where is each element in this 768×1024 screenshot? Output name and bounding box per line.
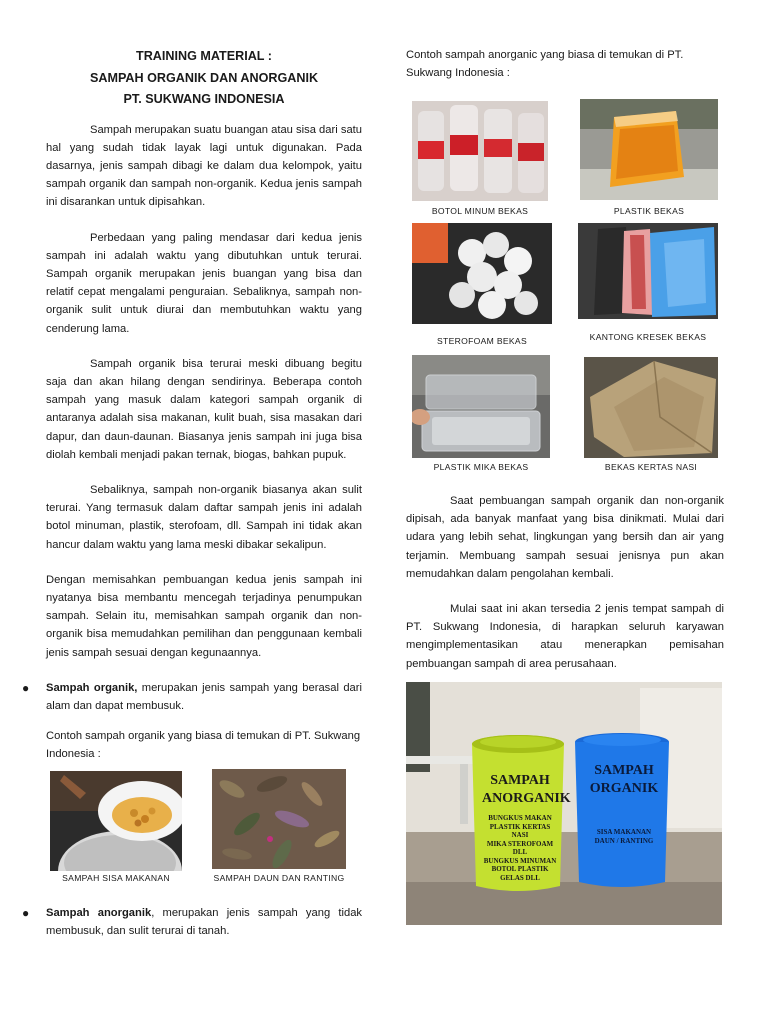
paragraph-difference: Perbedaan yang paling mendasar dari kedua jenis sampah ini adalah waktu yang dibutuhkan untuk terurai. Sampah organik merupakan jenis buangan yang bisa dan relatif cepat mengalami penguraian. Sebaliknya, sampah non-organik sulit untuk diurai dan membutuhkan waktu yang cenderung lama. (46, 231, 362, 335)
paragraph-non-organic: Sebaliknya, sampah non-organik biasanya akan sulit terurai. Yang termasuk dalam daftar sampah jenis ini adalah botol minuman, plastik, sterofoam, dll. Sampah ini tidak akan hancur dalam waktu yang lama meski dibakar sekalipun. (46, 483, 362, 551)
bullet-inorganic-block (22, 904, 363, 952)
paragraph-benefits: Saat pembuangan sampah organik dan non-organik dipisah, ada banyak manfaat yang bisa dinikmati. Mulai dari udara yang lebih sehat, lingkungan yang bersih dan air yang terjamin. Membuang sampah sesuai jenisnya pun akan memudahkan dalam pengolahan kembali. (406, 495, 724, 580)
paragraph-definition: Sampah merupakan suatu buangan atau sisa dari satu hal yang sudah tidak layak lagi untuk digunakan. Pada dasarnya, jenis sampah dibagi ke dalam dua kelompok, yaitu sampah organik dan sampah non-organik. Kedua jenis sampah ini disarankan untuk dipisahkan. (46, 123, 362, 209)
bullet-organic (22, 679, 362, 715)
bullet-organic-text: merupakan jenis sampah yang berasal dari alam dan dapat membusuk. (46, 681, 362, 712)
bin-yellow-list-item: GELAS DLL (500, 873, 540, 882)
bin-blue-list-item: SISA MAKANAN (596, 828, 652, 836)
document-title (46, 46, 362, 111)
mika-illustration (412, 355, 550, 458)
styrofoam-illustration (412, 223, 552, 324)
title-line-1: TRAINING MATERIAL : (136, 49, 272, 63)
bin-yellow-list (482, 814, 558, 882)
inorganic-examples-intro: Contoh sampah anorganic yang biasa di temukan di PT. Sukwang Indonesia : (406, 49, 684, 80)
bullet-inorganic-term: Sampah anorganik (46, 907, 152, 919)
mika-photo (412, 355, 550, 458)
bin-blue-list (586, 828, 662, 845)
bin-blue-line-1: SAMPAH (594, 763, 654, 778)
right-column-intro (406, 46, 724, 94)
bin-blue-line-2: ORGANIK (589, 781, 659, 796)
bullet-inorganic-text: , merupakan jenis sampah yang tidak membusuk, dan sulit terurai di tanah. (46, 907, 363, 938)
bullet-inorganic (22, 904, 363, 940)
bullet-organic-term: Sampah organik, (46, 681, 138, 694)
title-line-2: SAMPAH ORGANIK DAN ANORGANIK (89, 70, 319, 85)
caption-leaves: SAMPAH DAUN DAN RANTING (213, 873, 345, 883)
bin-yellow-line-1: SAMPAH (490, 773, 550, 788)
organic-examples-intro: Contoh sampah organik yang biasa di temukan di PT. Sukwang Indonesia : (46, 730, 361, 761)
left-column (22, 46, 362, 776)
caption-plastic: PLASTIK BEKAS (613, 206, 685, 216)
caption-food-waste: SAMPAH SISA MAKANAN (62, 873, 170, 883)
bottle-illustration (412, 101, 548, 201)
bullet-dot: ● (22, 680, 30, 695)
caption-kresek: KANTONG KRESEK BEKAS (589, 332, 707, 342)
bin-yellow-list-item: BUNGKUS MAKAN (488, 814, 552, 822)
leaves-illustration (212, 769, 346, 869)
trash-bins-photo (406, 682, 722, 925)
paper-illustration (584, 357, 718, 458)
leaves-photo (212, 769, 346, 869)
styrofoam-photo (412, 223, 552, 324)
caption-bottle: BOTOL MINUM BEKAS (431, 206, 529, 216)
plastic-illustration (580, 99, 718, 200)
bin-blue-label (586, 762, 662, 845)
kresek-photo (578, 223, 718, 319)
caption-mika: PLASTIK MIKA BEKAS (433, 462, 529, 472)
caption-paper: BEKAS KERTAS NASI (604, 462, 698, 472)
bin-yellow-line-2: ANORGANIK (482, 791, 571, 806)
plastic-photo (580, 99, 718, 200)
bin-yellow-list-item: PLASTIK KERTAS NASI (489, 822, 551, 839)
paragraph-organic: Sampah organik bisa terurai meski dibuang begitu saja dan akan hilang dengan sendirinya. Beberapa contoh sampah yang masuk dalam kategori sampah organik di antaranya adalah sisa makanan, kulit buah, sisa masakan dari dapur, dan daun-daunan. Biasanya jenis sampah ini juga bisa diolah kembali menjadi pakan ternak, biogas, bahkan pupuk. (46, 357, 362, 461)
kresek-illustration (578, 223, 718, 319)
food-waste-illustration (50, 771, 182, 871)
paper-photo (584, 357, 718, 458)
bin-yellow-list-item: MIKA STEROFOAM DLL (486, 839, 554, 856)
right-column-text (406, 492, 724, 690)
food-waste-photo (50, 771, 182, 871)
paragraph-separation: Dengan memisahkan pembuangan kedua jenis sampah ini nyatanya bisa membantu mencegah terjadinya penumpukan sampah. Selain itu, memisahkan sampah organik dan non-organik bisa memudahkan pemilihan dan penggunaan kembali jenis sampah sesuai dengan kegunaannya. (46, 573, 362, 659)
bin-yellow-label (482, 772, 571, 882)
bin-yellow-list-item: BOTOL PLASTIK (491, 865, 549, 873)
bin-yellow-list-item: BUNGKUS MINUMAN (483, 856, 557, 865)
caption-styrofoam: STEROFOAM BEKAS (437, 336, 527, 346)
paragraph-implementation: Mulai saat ini akan tersedia 2 jenis tempat sampah di PT. Sukwang Indonesia, di harapkan seluruh karyawan mengimplementasikan atau menerapkan pemisahan pembuangan sampah di area perusahaan. (406, 603, 724, 670)
bin-blue-list-item: DAUN / RANTING (594, 836, 654, 845)
bullet-dot: ● (22, 906, 30, 920)
bottle-photo (412, 101, 548, 201)
title-line-3: PT. SUKWANG INDONESIA (123, 92, 285, 106)
